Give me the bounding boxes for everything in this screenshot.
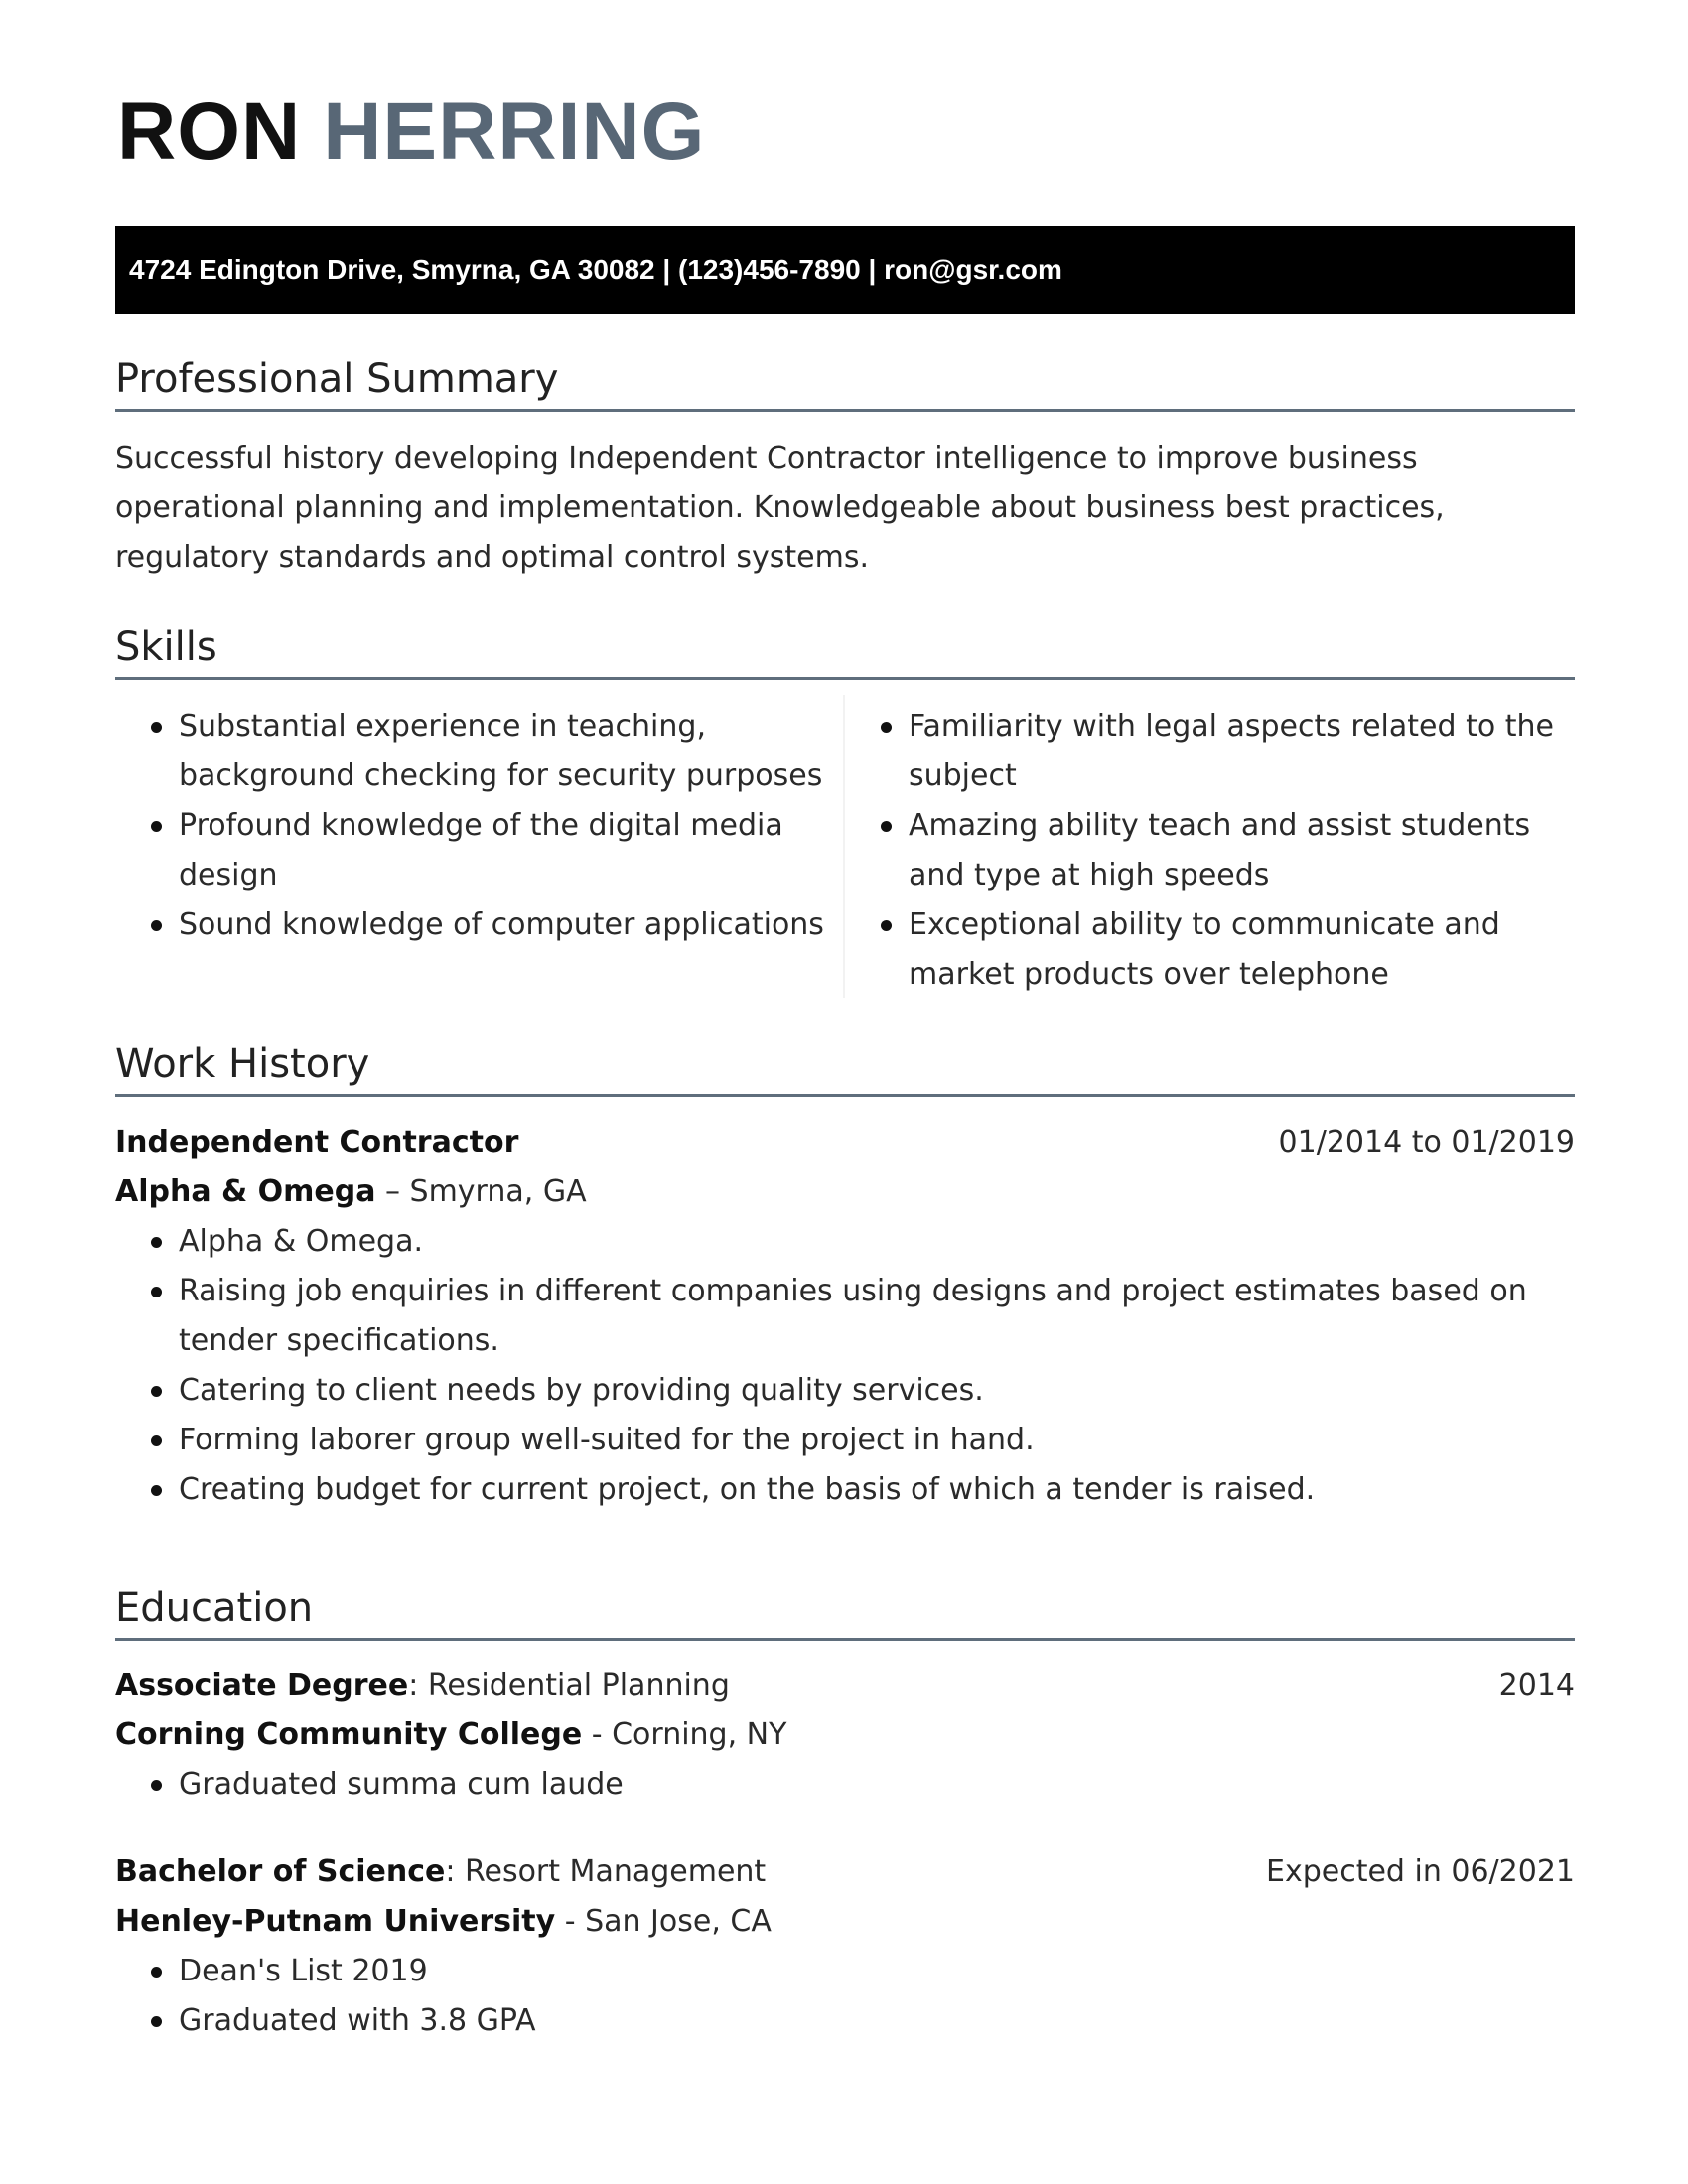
- job-bullet: Forming laborer group well-suited for the project in hand.: [115, 1416, 1575, 1465]
- skills-heading: Skills: [115, 627, 1575, 680]
- job-location: – Smyrna, GA: [375, 1174, 587, 1209]
- skill-item: Exceptional ability to communicate and market products over telephone: [845, 900, 1575, 1000]
- job-bullets: [115, 1217, 1575, 1515]
- education-school-row: [115, 1710, 1575, 1760]
- degree-field: : Residential Planning: [408, 1668, 730, 1703]
- school: Henley-Putnam University: [115, 1904, 556, 1939]
- school: Corning Community College: [115, 1717, 583, 1752]
- skill-item: Familiarity with legal aspects related to the subject: [845, 702, 1575, 801]
- job-company: Alpha & Omega: [115, 1174, 376, 1209]
- bullet-icon: [881, 821, 892, 832]
- job-company-row: [115, 1167, 1575, 1217]
- bullet-icon: [881, 920, 892, 931]
- skill-item: Amazing ability teach and assist students and type at high speeds: [845, 801, 1575, 900]
- job-bullet: Raising job enquiries in different companies using designs and project estimates based on tender specifications.: [115, 1267, 1575, 1366]
- education-date: 2014: [1498, 1668, 1575, 1703]
- job-dates: 01/2014 to 01/2019: [1278, 1125, 1575, 1160]
- skills-list-right: [845, 702, 1575, 1000]
- skill-item: Substantial experience in teaching, background checking for security purposes: [115, 702, 840, 801]
- contact-info: 4724 Edington Drive, Smyrna, GA 30082 | (123)456-7890 | ron@gsr.com: [129, 254, 1062, 285]
- job-position: Independent Contractor: [115, 1125, 519, 1160]
- bullet-icon: [151, 920, 162, 931]
- bullet-icon: [151, 1967, 162, 1978]
- education-date: Expected in 06/2021: [1265, 1854, 1575, 1889]
- bullet-icon: [151, 1287, 162, 1297]
- degree-field: : Resort Management: [445, 1854, 767, 1889]
- summary-text: Successful history developing Independent Contractor intelligence to improve business operational planning and implementation. Knowledgeable about business best practices, regulatory standards and optimal control systems.: [115, 441, 1445, 575]
- job-bullet: Alpha & Omega.: [115, 1217, 1575, 1267]
- degree: Bachelor of Science: [115, 1854, 446, 1889]
- skill-item: Sound knowledge of computer applications: [115, 900, 840, 950]
- bullet-icon: [151, 2016, 162, 2027]
- education-degree-row: [115, 1847, 1575, 1897]
- education-bullets: [115, 1760, 1575, 1810]
- skill-item: Profound knowledge of the digital media design: [115, 801, 840, 900]
- bullet-icon: [151, 1237, 162, 1248]
- first-name: RON: [117, 86, 302, 177]
- education-bullet: Dean's List 2019: [115, 1947, 1575, 1996]
- school-location: - Corning, NY: [582, 1717, 787, 1752]
- degree: Associate Degree: [115, 1668, 409, 1703]
- education-bullet: Graduated summa cum laude: [115, 1760, 1575, 1810]
- education-school-row: [115, 1897, 1575, 1947]
- bullet-icon: [151, 1435, 162, 1446]
- summary-heading: Professional Summary: [115, 359, 1575, 412]
- last-name: HERRING: [323, 86, 706, 177]
- candidate-name: [117, 86, 706, 177]
- job-title-row: [115, 1118, 1575, 1167]
- contact-bar: [115, 226, 1575, 314]
- education-bullet: Graduated with 3.8 GPA: [115, 1996, 1575, 2046]
- job-bullet: Catering to client needs by providing quality services.: [115, 1366, 1575, 1416]
- bullet-icon: [151, 821, 162, 832]
- job-bullet: Creating budget for current project, on the basis of which a tender is raised.: [115, 1465, 1575, 1515]
- education-bullets: [115, 1947, 1575, 2046]
- bullet-icon: [881, 722, 892, 733]
- school-location: - San Jose, CA: [555, 1904, 772, 1939]
- bullet-icon: [151, 1485, 162, 1496]
- bullet-icon: [151, 1780, 162, 1791]
- education-heading: Education: [115, 1588, 1575, 1641]
- bullet-icon: [151, 722, 162, 733]
- work-history-heading: Work History: [115, 1044, 1575, 1097]
- bullet-icon: [151, 1386, 162, 1397]
- skills-list-left: [115, 702, 840, 950]
- education-degree-row: [115, 1661, 1575, 1710]
